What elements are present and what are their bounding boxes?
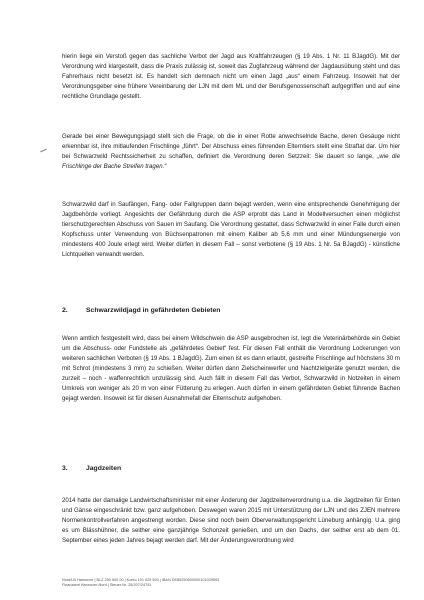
section-number: 2.	[62, 307, 68, 314]
paragraph-jagdzeiten: 2014 hatte der damalige Landwirtschaftsminister mit einer Änderung der Jagdzeitenverordnung u.a. die Jagdzeiten für Enten und Gänse eingeschränkt bzw. ganz aufgehoben. Deswegen waren 2015 mit Unterstützung der LJN und des ZJEN mehrere Normenkontrollverfahren angestrengt worden. Diese sind noch beim Oberverwaltungsgericht Lüneburg anhängig. U.a. ging es um Blässhühner, die seither eine ganzjährige Schonzeit genießen, und um den Dachs, der seither erst ab dem 01. September eines jeden Jahres bejagt werden darf. Mit der Änderungsverordnung wird	[62, 497, 400, 544]
section-heading-2	[62, 306, 220, 316]
paragraph-gefaehrdetes-gebiet: Wenn amtlich festgestellt wird, dass bei einem Wildschwein die ASP ausgebrochen ist, legt die Veterinärbehörde ein Gebiet um die Abschuss- oder Fundstelle als „gefährdetes Gebiet“ fest. Für diesen Fall enthält die Verordnung Lockerungen von weiteren sachlichen Verboten (§ 19 Abs. 1 BJagdG). Zum einen ist es dann erlaubt, gestreifte Frischlinge auf höchstens 30 m mit Schrot (mindestens 3 mm) zu schießen. Weiter dürfen dann Zielscheinwerfer und Nachtzielgeräte genutzt werden, die zurzeit – noch - waffenrechtlich unzulässig sind. Auch fällt in diesem Fall das Verbot, Schwarzwild in Notzeiten in einem Umkreis von weniger als 20 m von einer Fütterung zu erlegen. Auch dürfen in einem gefährdeten Gebiet führende Bachen gejagt werden. Insoweit ist für diesen Ausnahmefall der Elternschutz aufgehoben.	[62, 335, 400, 402]
footer-bank-line: Nord/LB Hannover | BLZ 250 500 00 | Konto 101 029 593 | IBAN DE85250500000101029593	[62, 578, 220, 582]
footer-tax-line: Finanzamt Hannover-Nord | Steuer-Nr. 25/207/24751	[62, 583, 152, 587]
paragraph-setzzeit-text: Gerade bei einer Bewegungsjagd stellt sich die Frage, ob die in einer Rotte anwechselnde Bache, deren Gesäuge nicht erkennbar ist, ihre mitlaufenden Frischlinge „führt“. Der Abschuss eines führenden Elterntiers stellt eine Straftat dar. Um hier bei Schwarzwild Rechtssicherheit zu schaffen, definiert die Verordnung deren Setzzeit: Sie dauert so lange,	[62, 133, 400, 160]
section-number: 3.	[62, 465, 68, 472]
paragraph-setzzeit	[62, 132, 400, 172]
paragraph-setzzeit-quote: „wie die Frischlinge der Bache Streifen tragen.“	[62, 153, 400, 170]
paragraph-kraftfahrzeug: hierin liege ein Verstoß gegen das sachliche Verbot der Jagd aus Kraftfahrzeugen (§ 19 Abs. 1 Nr. 11 BJagdG). Mit der Verordnung wird klargestellt, dass die Praxis zulässig ist, soweit das Zugfahrzeug während der Jagdausübung steht und das Fahrerhaus nicht besetzt ist. Es handelt sich demnach nicht um einen Jagd „aus“ einem Fahrzeug. Insoweit hat der Verordnungsgeber eine frühere Vereinbarung der LJN mit dem ML und der Berufsgenossenschaft aufgegriffen und auf eine rechtliche Grundlage gestellt.	[62, 53, 400, 100]
margin-pen-mark	[40, 149, 47, 153]
section-title: Schwarzwildjagd in gefährdeten Gebieten	[86, 307, 221, 314]
section-title: Jagdzeiten	[86, 465, 122, 472]
section-heading-3	[62, 464, 121, 474]
page-footer	[62, 578, 362, 588]
paragraph-saufang: Schwarzwild darf in Saufängen, Fang- oder Fallgruppen dann bejagt werden, wenn eine entsprechende Genehmigung der Jagdbehörde vorliegt. Angesichts der Gefährdung durch die ASP erprobt das Land in Modellversuchen einen möglichst tierschutzgerechten Abschuss von Sauen im Saufang. Die Verordnung gestattet, dass Schwarzwild in einer Falle durch einen Kopfschuss unter Verwendung von Büchsenpatronen mit einem Kaliber ab 5,6 mm und einer Mündungsenergie von mindestens 400 Joule erlegt wird. Weiter dürfen in diesem Fall – sonst verbotene (§ 19 Abs. 1 Nr. 5a BJagdG) - künstliche Lichtquellen verwandt werden.	[62, 201, 400, 258]
